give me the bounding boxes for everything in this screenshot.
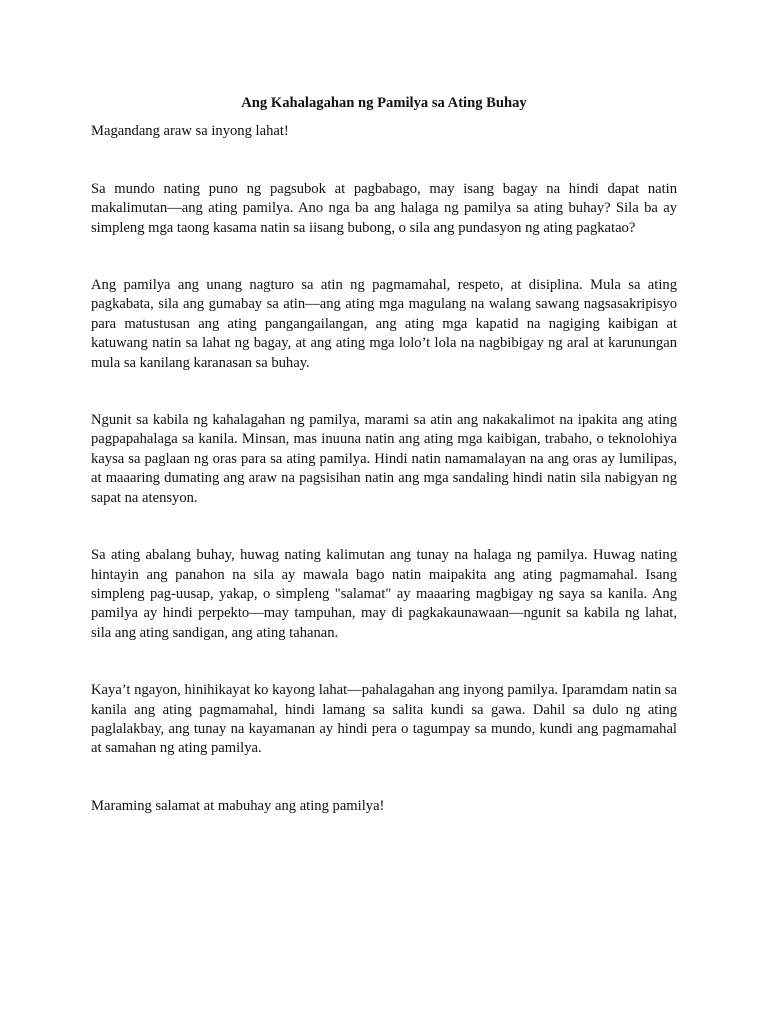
paragraph-2: Ang pamilya ang unang nagturo sa atin ng pagmamahal, respeto, at disiplina. Mula sa ating pagkabata, sila ang gumabay sa atin—ang ating mga magulang na walang sawang nagsasakripisyo para matustusan ang ating pangangailangan, ang ating mga kapatid na nagiging kaibigan at katuwang natin sa lahat ng bagay, at ang ating mga lolo’t lola na nagbibigay ng aral at karunungan mula sa kanilang karanasan sa buhay. — [91, 277, 677, 371]
greeting-line: Magandang araw sa inyong lahat! — [91, 123, 289, 140]
paragraph-4: Sa ating abalang buhay, huwag nating kalimutan ang tunay na halaga ng pamilya. Huwag nating hintayin ang panahon na sila ay mawala bago natin maipakita ang ating pagmamahal. Isang simpleng pag-uusap, yakap, o simpleng "salamat" ay maaaring magbigay ng saya sa kanila. Ang pamilya ay hindi perpekto—may tampuhan, may di pagkakaunawaan—ngunit sa kabila ng lahat, sila ang ating sandigan, ang ating tahanan. — [91, 547, 677, 641]
paragraph-5: Kaya’t ngayon, hinihikayat ko kayong lahat—pahalagahan ang inyong pamilya. Iparamdam natin sa kanila ang ating pagmamahal, hindi lamang sa salita kundi sa gawa. Dahil sa dulo ng ating paglalakbay, ang tunay na kayamanan ay hindi pera o tagumpay sa mundo, kundi ang pagmamahal at samahan ng ating pamilya. — [91, 682, 677, 757]
document-body — [91, 94, 677, 816]
document-title: Ang Kahalagahan ng Pamilya sa Ating Buhay — [241, 95, 527, 111]
paragraph-3: Ngunit sa kabila ng kahalagahan ng pamilya, marami sa atin ang nakakalimot na ipakita ang ating pagpapahalaga sa kanila. Minsan, mas inuuna natin ang ating mga kaibigan, trabaho, o teknolohiya kaysa sa paglaan ng oras para sa ating pamilya. Hindi natin namamalayan na ang oras ay lumilipas, at maaaring dumating ang araw na pagsisihan natin ang mga sandaling hindi natin sila nabigyan ng sapat na atensyon. — [91, 412, 677, 506]
paragraph-1: Sa mundo nating puno ng pagsubok at pagbabago, may isang bagay na hindi dapat natin makalimutan—ang ating pamilya. Ano nga ba ang halaga ng pamilya sa ating buhay? Sila ba ay simpleng mga taong kasama natin sa iisang bubong, o sila ang pundasyon ng ating pagkatao? — [91, 180, 677, 236]
closing-line: Maraming salamat at mabuhay ang ating pamilya! — [91, 797, 385, 814]
